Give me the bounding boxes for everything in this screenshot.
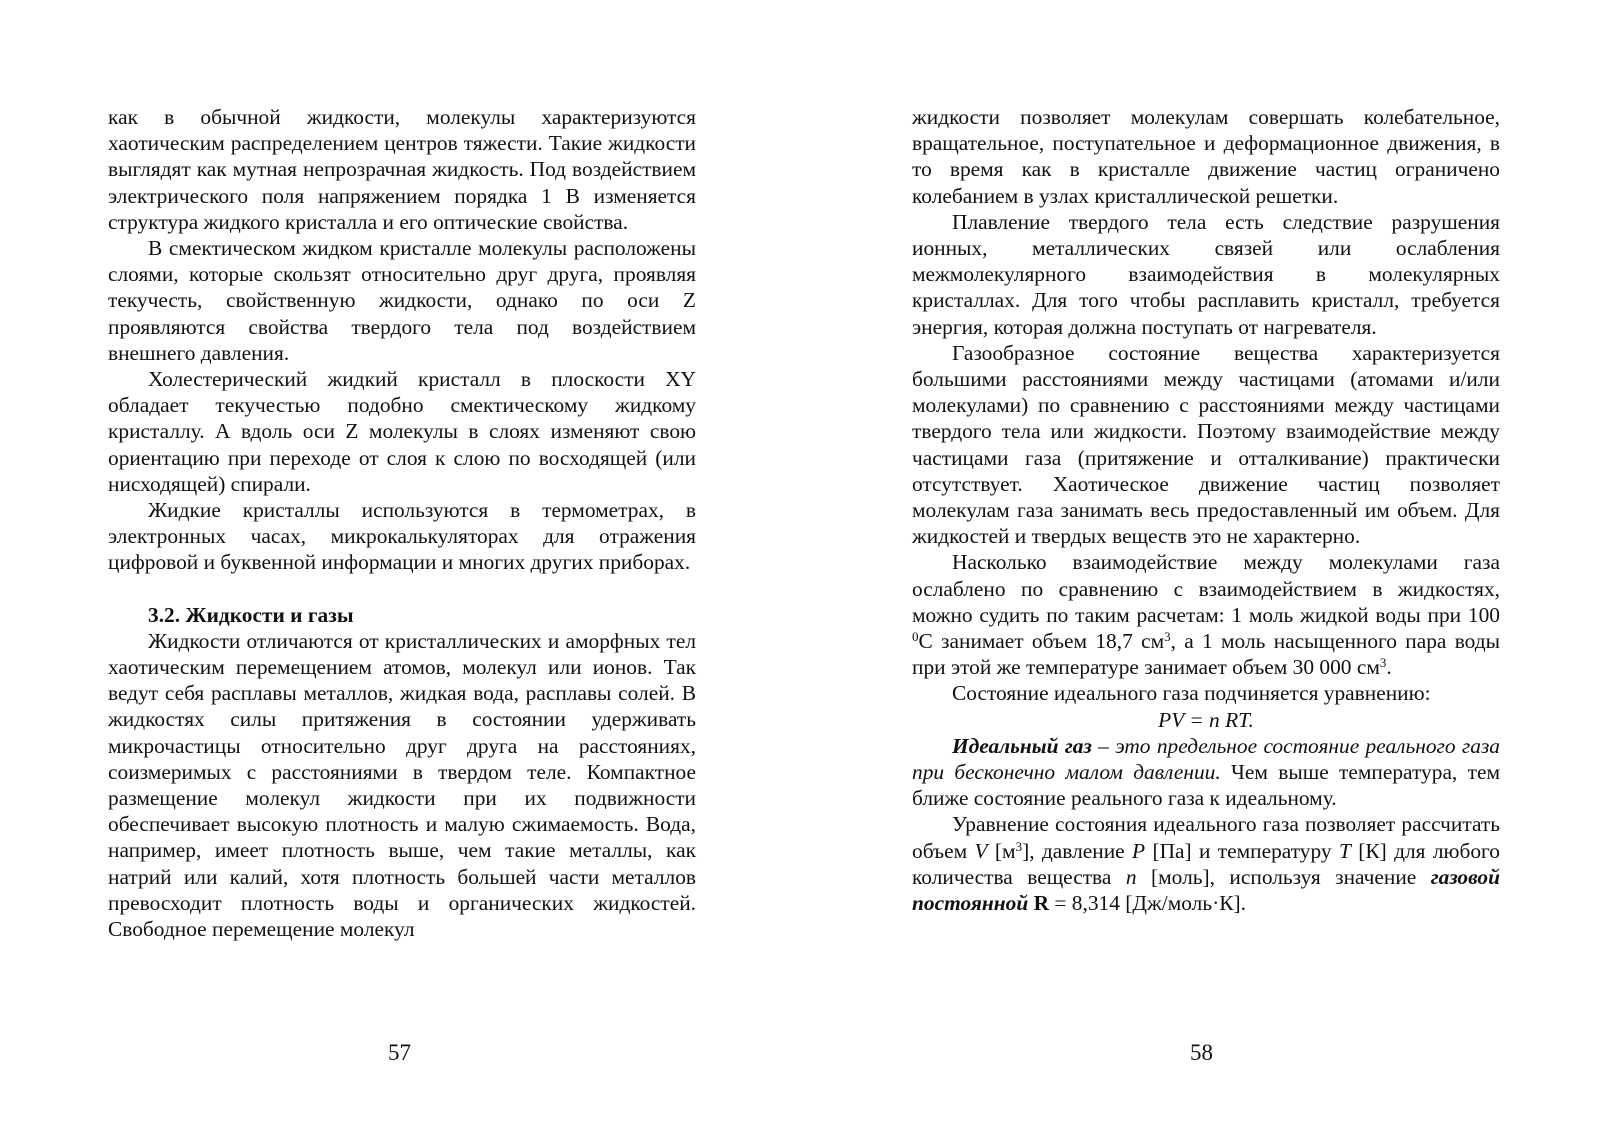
paragraph: В смектическом жидком кристалле молекулы расположены слоями, которые скользят относительно друг друга, проявляя текучесть, свойственную жидкости, однако по оси Z проявляются свойства твердого тела под воздействием внешнего давления. (108, 236, 696, 365)
left-page (108, 104, 696, 942)
definition-paragraph: Идеальный газ – это предельное состояние реального газа при бесконечно малом давлении. Чем выше температура, тем ближе состояние реального газа к идеальному. (912, 733, 1500, 811)
section-heading: 3.2. Жидкости и газы (148, 602, 354, 627)
paragraph: Плавление твердого тела есть следствие разрушения ионных, металлических связей или ослабления межмолекулярного взаимодействия в молекулярных кристаллах. Для того чтобы расплавить кристалл, требуется энергия, которая должна поступать от нагревателя. (912, 209, 1500, 339)
page-number: 58 (1190, 1040, 1213, 1065)
paragraph: Уравнение состояния идеального газа позволяет рассчитать объем V $[м^3]$, давление P [Па] и температуру T [К] для любого количества вещества n [моль], используя значение газовой постоянной R = 8,314 [Дж/моль·К]. (912, 812, 1500, 916)
defined-term: Идеальный газ (952, 733, 1092, 758)
equation: PV = n RT. (1158, 707, 1254, 732)
paragraph: Жидкости отличаются от кристаллических и аморфных тел хаотическим перемещением атомов, молекул или ионов. Так ведут себя расплавы металлов, жидкая вода, расплавы солей. В жидкостях силы притяжения в состоянии удерживать микрочастицы относительно друг друга на расстояниях, соизмеримых с расстояниями в твердом теле. Компактное размещение молекул жидкости при их подвижности обеспечивает высокую плотность и малую сжимаемость. Вода, например, имеет плотность выше, чем такие металлы, как натрий или калий, хотя плотность большей части металлов превосходит плотность воды и органических жидкостей. Свободное перемещение молекул (108, 628, 696, 942)
paragraph: Холестерический жидкий кристалл в плоскости XY обладает текучестью подобно смектическому жидкому кристаллу. А вдоль оси Z молекулы в слоях изменяют свою ориентацию при переходе от слоя к слою по восходящей (или нисходящей) спирали. (108, 367, 696, 496)
paragraph: жидкости позволяет молекулам совершать колебательное, вращательное, поступательное и деформационное движения, в то время как в кристалле движение частиц ограничено колебанием в узлах кристаллической решетки. (912, 105, 1500, 208)
paragraph: Газообразное состояние вещества характеризуется большими расстояниями между частицами (атомами и/или молекулами) по сравнению с расстояниями между частицами твердого тела или жидкости. Поэтому взаимодействие между частицами газа (притяжение и отталкивание) практически отсутствует. Хаотическое движение частиц позволяет молекулам газа занимать весь предоставленный им объем. Для жидкостей и твердых веществ это не характерно. (912, 340, 1500, 549)
page-number: 57 (388, 1040, 411, 1065)
paragraph: Насколько взаимодействие между молекулами газа ослаблено по сравнению с взаимодействием в жидкостях, можно судить по таким расчетам: 1 моль жидкой воды при 100 $^0$С занимает объем 18,7 $см^3$, а 1 моль насыщенного пара воды при этой же температуре занимает объем 30 000 $см^3$. (912, 550, 1500, 680)
paragraph: Состояние идеального газа подчиняется уравнению: (952, 681, 1431, 706)
paragraph: Жидкие кристаллы используются в термометрах, в электронных часах, микрокалькуляторах для отражения цифровой и буквенной информации и многих других приборах. (108, 498, 696, 575)
right-page (912, 104, 1500, 916)
paragraph: как в обычной жидкости, молекулы характеризуются хаотическим распределением центров тяжести. Такие жидкости выглядят как мутная непрозрачная жидкость. Под воздействием электрического поля напряжением порядка 1 В изменяется структура жидкого кристалла и его оптические свойства. (108, 105, 696, 234)
defined-term: газовой постоянной (912, 864, 1500, 916)
